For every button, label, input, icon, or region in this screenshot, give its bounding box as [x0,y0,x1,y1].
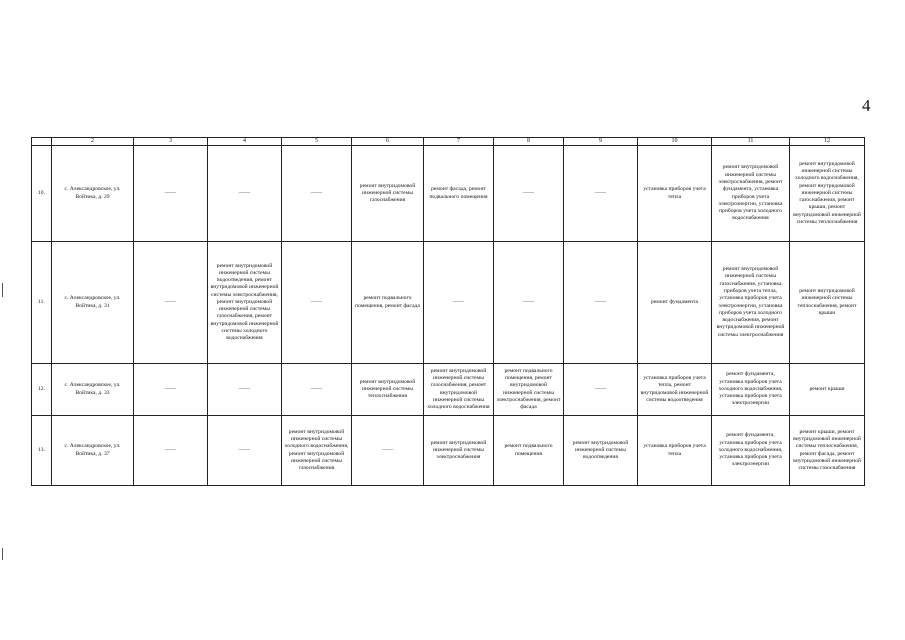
row-number: 12. [32,364,52,416]
work-cell: установка приборов учета тепла [638,146,712,242]
table-row [32,242,865,364]
column-header: 5 [282,138,352,146]
work-cell: ремонт внутридомовой инженерной системы холодного водоснабжения, ремонт внутридомовой инженерной системы газоснабжения [282,416,352,486]
work-cell: ремонт внутридомовой инженерной системы газоснабжения, ремонт внутридомовой инженерной системы холодного водоснабжения [424,364,494,416]
column-header: 2 [52,138,134,146]
address-cell: с. Александровское, ул. Войтика, д. 33 [52,364,134,416]
empty-dash-cell: —— [282,242,352,364]
column-header: 7 [424,138,494,146]
work-cell: ремонт фундамента, установка приборов учета холодного водоснабжения, установка приборов учета электроэнергии [712,416,790,486]
empty-dash-cell: —— [282,364,352,416]
repair-schedule-table [31,137,865,486]
work-cell: ремонт внутридомовой инженерной системы холодного водоснабжения, ремонт внутридомовой инженерной системы газоснабжения, ремонт крыши, ремонт внутридомовой инженерной системы теплоснабжения [790,146,865,242]
address-cell: с. Александровское, ул. Войтика, д. 37 [52,416,134,486]
empty-dash-cell: —— [352,416,424,486]
empty-dash-cell: —— [564,146,638,242]
column-header: 9 [564,138,638,146]
work-cell: ремонт внутридомовой инженерной системы электроснабжения [424,416,494,486]
column-header: 6 [352,138,424,146]
column-header [32,138,52,146]
table-row [32,416,865,486]
work-cell: ремонт внутридомовой инженерной системы газоснабжения [352,146,424,242]
work-cell: установка приборов учета тепла, ремонт внутридомовой инженерной системы водоотведения [638,364,712,416]
empty-dash-cell: —— [134,364,208,416]
column-header: 11 [712,138,790,146]
work-cell: ремонт подвального помещения, ремонт внутридомовой инженерной системы электроснабжения, ремонт фасада [494,364,564,416]
column-header: 10 [638,138,712,146]
column-header: 3 [134,138,208,146]
empty-dash-cell: —— [282,146,352,242]
work-cell: ремонт внутридомовой инженерной системы теплоснабжения, ремонт крыши [790,242,865,364]
empty-dash-cell: —— [208,364,282,416]
empty-dash-cell: —— [134,416,208,486]
work-cell: ремонт внутридомовой инженерной системы теплоснабжения [352,364,424,416]
address-cell: с. Александровское, ул. Войтика, д. 31 [52,242,134,364]
empty-dash-cell: —— [208,416,282,486]
empty-dash-cell: —— [424,242,494,364]
column-header: 8 [494,138,564,146]
work-cell: ремонт фундамента [638,242,712,364]
column-header: 4 [208,138,282,146]
work-cell: ремонт внутридомовой инженерной системы газоснабжения, установка приборов учета тепла, установка приборов учета электроэнергии, установка приборов учета холодного водоснабжения, ремонт внутридомовой инженерной системы электроснабжения [712,242,790,364]
empty-dash-cell: —— [564,364,638,416]
work-cell: установка приборов учета тепла [638,416,712,486]
header-row [32,138,865,146]
empty-dash-cell: —— [208,146,282,242]
work-cell: ремонт подвального помещения, ремонт фасада [352,242,424,364]
row-number: 11. [32,242,52,364]
work-cell: ремонт крыши, ремонт внутридомовой инженерной системы теплоснабжения, ремонт фасада, ремонт внутридомовой инженерной системы газоснабжения [790,416,865,486]
work-cell: ремонт внутридомовой инженерной системы электроснабжения, ремонт фундамента, установка приборов учета электроэнергии, установка приборов учета холодного водоснабжения [712,146,790,242]
empty-dash-cell: —— [134,242,208,364]
table-row [32,146,865,242]
work-cell: ремонт фундамента, установка приборов учета холодного водоснабжения, установка приборов учета электроэнергии [712,364,790,416]
address-cell: с. Александровское, ул. Войтика, д. 29 [52,146,134,242]
empty-dash-cell: —— [494,146,564,242]
scan-edge-mark [2,283,3,297]
work-cell: ремонт внутридомовой инженерной системы водоотведения, ремонт внутридомовой инженерной системы электроснабжения, ремонт внутридомовой инженерной системы газоснабжения, ремонт внутридомовой инженерной системы холодного водоснабжения [208,242,282,364]
work-cell: ремонт фасада, ремонт подвального помещения [424,146,494,242]
empty-dash-cell: —— [134,146,208,242]
work-cell: ремонт крыши [790,364,865,416]
table-row [32,364,865,416]
row-number: 10. [32,146,52,242]
work-cell: ремонт подвального помещения [494,416,564,486]
scan-edge-mark [2,548,3,560]
column-header: 12 [790,138,865,146]
work-cell: ремонт внутридомовой инженерной системы водоотведения [564,416,638,486]
empty-dash-cell: —— [564,242,638,364]
page-number: 4 [862,96,871,115]
row-number: 13. [32,416,52,486]
empty-dash-cell: —— [494,242,564,364]
